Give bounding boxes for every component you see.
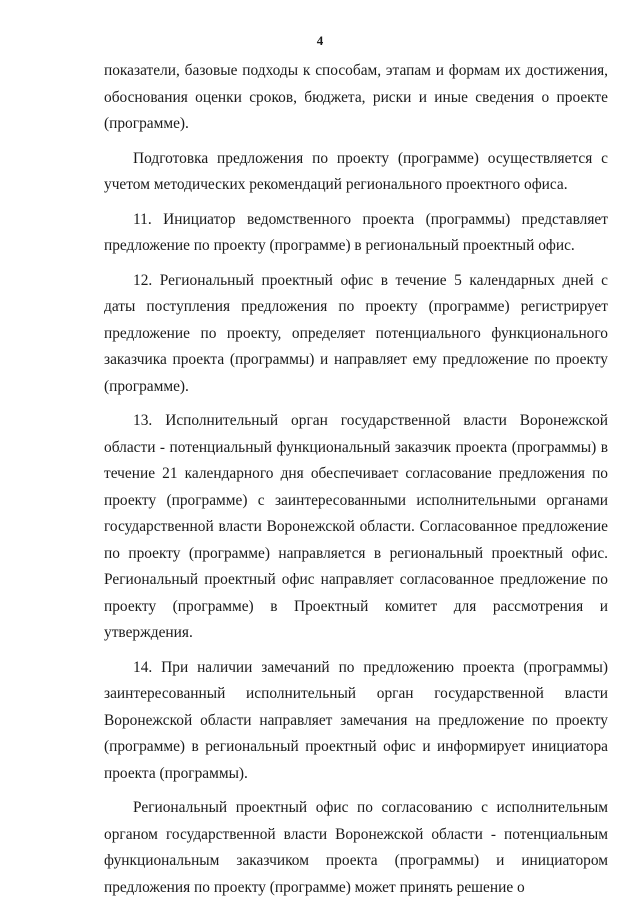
paragraph-decision: Региональный проектный офис по согласованию с исполнительным органом государственной власти Воронежской области - потенциальным функциональным заказчиком проекта (программы) и инициатором предложения по проекту (программе) может принять решение о	[104, 799, 608, 896]
paragraph-preparation: Подготовка предложения по проекту (программе) осуществляется с учетом методических рекомендаций регионального проектного офиса.	[104, 149, 608, 193]
paragraph-item-14: 14. При наличии замечаний по предложению проекта (программы) заинтересованный исполнительный орган государственной власти Воронежской области направляет замечания на предложение по проекту (программе) в региональный проектный офис и информирует инициатора проекта (программы).	[104, 658, 608, 782]
paragraph-item-13: 13. Исполнительный орган государственной власти Воронежской области - потенциальный функциональный заказчик проекта (программы) в течение 21 календарного дня обеспечивает согласование предложения по проекту (программе) с заинтересованными исполнительными органами государственной власти Воронежской области. Согласованное предложение по проекту (программе) направляется в региональный проектный офис. Региональный проектный офис направляет согласованное предложение по проекту (программе) в Проектный комитет для рассмотрения и утверждения.	[104, 412, 608, 641]
page-number: 4	[316, 33, 324, 48]
document-body	[104, 58, 608, 901]
paragraph-item-11: 11. Инициатор ведомственного проекта (программы) представляет предложение по проекту (программе) в региональный проектный офис.	[104, 210, 608, 254]
paragraph-item-12: 12. Региональный проектный офис в течение 5 календарных дней с даты поступления предложения по проекту (программе) регистрирует предложение по проекту, определяет потенциального функционального заказчика проекта (программы) и направляет ему предложение по проекту (программе).	[104, 271, 608, 395]
paragraph-continuation: показатели, базовые подходы к способам, этапам и формам их достижения, обоснования оценки сроков, бюджета, риски и иные сведения о проекте (программе).	[104, 62, 608, 132]
